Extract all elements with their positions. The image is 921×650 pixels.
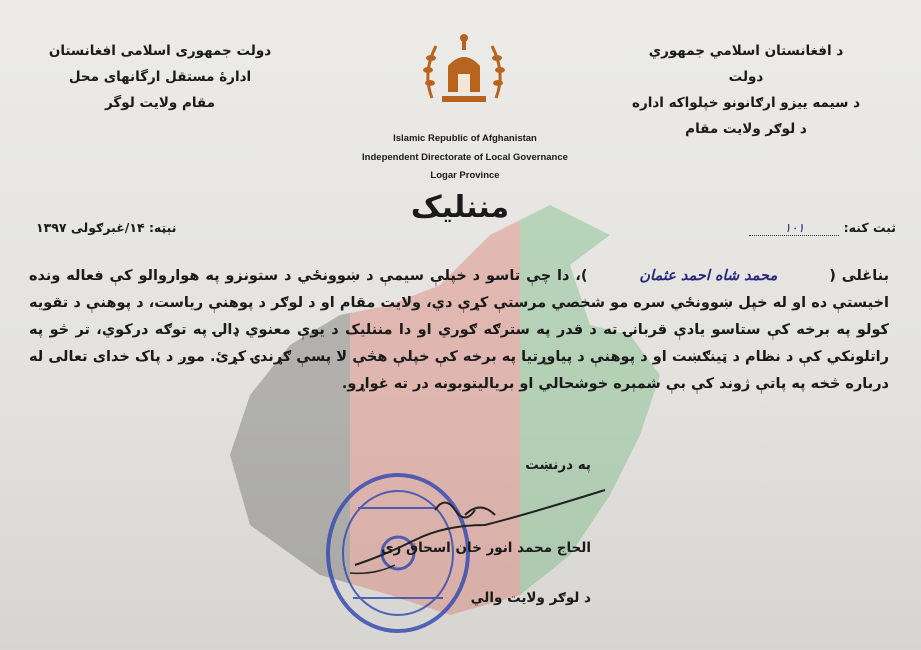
header-line: مقام ولایت لوگر	[104, 95, 216, 111]
date-label: نېټه:	[148, 220, 177, 235]
emblem-caption-directorate: Independent Directorate of Local Governance	[362, 152, 568, 163]
body-line1-end: )، دا چې تاسو د خپلې سیمې د ښوونځي د ستونزو په	[205, 268, 588, 284]
header-line: د افغانستان اسلامي جمهوري دولت	[648, 43, 844, 85]
national-emblem-icon	[418, 28, 510, 120]
document-title: مننلیک	[410, 190, 510, 225]
registration-value: ۱۰۱	[749, 220, 839, 236]
recipient-name-handwritten: محمد شاه احمد عثمان	[639, 267, 778, 284]
signatory-name: الحاج محمد انور خان اسحاق زی	[381, 540, 591, 556]
header-pashto	[631, 38, 861, 142]
signatory-title: د لوګر ولایت والي	[470, 590, 591, 606]
signature-icon	[345, 485, 610, 580]
closing-phrase: په درنښت	[525, 457, 591, 473]
emblem-caption-country: Islamic Republic of Afghanistan	[393, 133, 537, 144]
header-line: د سیمه ییزو ارګانونو خپلواکه اداره	[631, 95, 860, 111]
registration-label: ثبت کنه:	[843, 220, 896, 235]
body-line1-start: بناغلی (	[829, 268, 890, 284]
body-paragraph: هواروالو کې فعاله ونده اخیستې ده او له خپل ښوونځي سره مو شخصي مرستې کړې دي، ولایت مقام او د لوګر د پوهنې ریاست، د پوهنې د تقویه کولو په برخه کې ستاسو یادې قربانۍ ته د قدر په سترګه ګوري او دا مننلیک د یوې معنوي ډالۍ په توګه درکوي، تر څو په راتلونکي کې د نظام د ټینګښت او د پوهنې د پیاوړتیا په برخه کې خپلې هڅې لا پسې ګړندۍ کړئ. موږ د پاک خدای تعالی له درباره څخه په پاتې ژوند کې بې شمېره خوشحالي او بریالیتوبونه در ته غواړو.	[29, 268, 889, 392]
certificate-body	[29, 262, 889, 398]
header-dari	[40, 38, 280, 116]
header-line: دولت جمهوری اسلامی افغانستان	[48, 43, 272, 59]
date-value: ۱۴/غبرګولی ۱۳۹۷	[36, 220, 145, 235]
registration-number	[749, 220, 896, 236]
header-line: ادارهٔ مستقل ارگانهای محل	[68, 69, 252, 85]
emblem-caption-province: Logar Province	[430, 170, 500, 181]
header-line: د لوګر ولایت مقام	[685, 121, 807, 137]
document-date	[36, 220, 176, 235]
